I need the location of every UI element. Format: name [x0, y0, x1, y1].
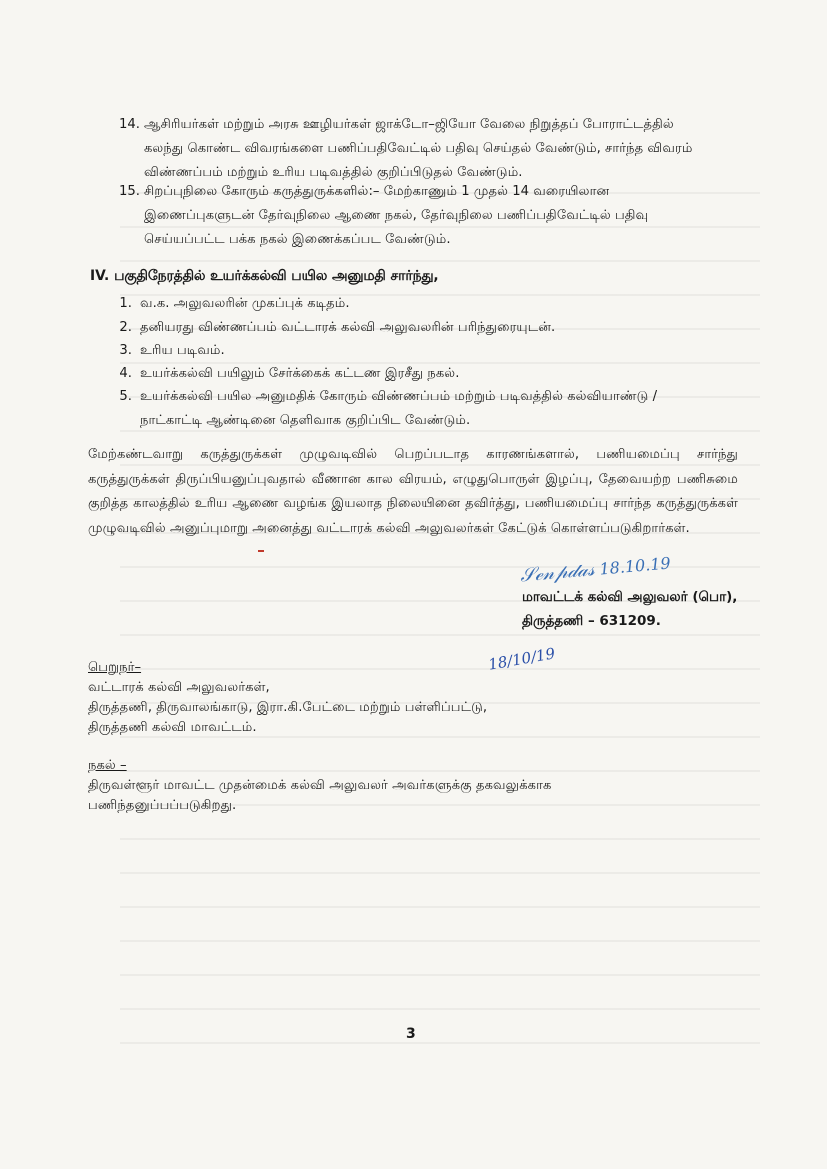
item-line: தனியரது விண்ணப்பம் வட்டாரக் கல்வி அலுவலரின் பரிந்துரையுடன். [140, 320, 556, 335]
handwritten-signature: 𝒮ℯ𝓃𝓅𝒹𝒶𝓈 18.10.19 [519, 553, 672, 587]
list-item-4 [104, 362, 744, 386]
item-number: 14. [119, 117, 140, 132]
recipients-block [88, 658, 487, 738]
section-heading: IV. பகுதிநேரத்தில் உயர்க்கல்வி பயில அனுமதி சார்ந்து, [90, 268, 439, 284]
red-mark [258, 550, 264, 552]
item-line: வ.க. அலுவலரின் முகப்புக் கடிதம். [140, 296, 350, 311]
item-line: உயர்க்கல்வி பயிலும் சேர்க்கைக் கட்டண இரசீது நகல். [140, 366, 460, 381]
item-line: செய்யப்பட்ட பக்க நகல் இணைக்கப்பட வேண்டும். [144, 232, 451, 247]
item-line: ஆசிரியர்கள் மற்றும் அரசு ஊழியர்கள் ஜாக்டோ–ஜியோ வேலை நிறுத்தப் போராட்டத்தில் [144, 117, 674, 132]
signature-block [522, 585, 737, 633]
copy-line: திருவள்ளூர் மாவட்ட முதன்மைக் கல்வி அலுவலர் அவர்களுக்கு தகவலுக்காக [88, 778, 552, 793]
signatory-place: திருத்தணி – 631209. [522, 613, 661, 629]
item-number: 3. [119, 343, 132, 358]
item-number: 15. [119, 184, 140, 199]
recipients-line: திருத்தணி கல்வி மாவட்டம். [88, 720, 257, 735]
item-line: உயர்க்கல்வி பயில அனுமதிக் கோரும் விண்ணப்பம் மற்றும் படிவத்தில் கல்வியாண்டு / [140, 389, 658, 404]
recipients-line: திருத்தணி, திருவாலங்காடு, இரா.கி.பேட்டை மற்றும் பள்ளிப்பட்டு, [88, 700, 488, 715]
signatory-designation: மாவட்டக் கல்வி அலுவலர் (பொ), [522, 589, 738, 605]
list-item-14 [112, 113, 752, 185]
recipients-line: வட்டாரக் கல்வி அலுவலர்கள், [88, 680, 270, 695]
list-item-1 [104, 292, 744, 316]
item-line: உரிய படிவம். [140, 343, 225, 358]
list-item-5 [104, 385, 744, 433]
handwritten-initials: 18/10/19 [486, 644, 557, 674]
item-line: விண்ணப்பம் மற்றும் உரிய படிவத்தில் குறிப்பிடுதல் வேண்டும். [144, 165, 523, 180]
list-item-15 [112, 180, 752, 252]
item-line: சிறப்புநிலை கோரும் கருத்துருக்களில்:– மேற்காணும் 1 முதல் 14 வரையிலான [144, 184, 610, 199]
item-number: 1. [119, 296, 132, 311]
item-number: 5. [119, 389, 132, 404]
item-number: 4. [119, 366, 132, 381]
closing-paragraph: மேற்கண்டவாறு கருத்துருக்கள் முழுவடிவில் பெறப்படாத காரணங்களால், பணியமைப்பு சார்ந்து கருத்துருக்கள் திருப்பியனுப்புவதால் வீணான கால விரயம், எழுதுபொருள் இழப்பு, தேவையற்ற பணிசுமை குறித்த காலத்தில் உரிய ஆணை வழங்க இயலாத நிலையினை தவிர்த்து, பணியமைப்பு சார்ந்த கருத்துருக்கள் முழுவடிவில் அனுப்புமாறு அனைத்து வட்டாரக் கல்வி அலுவலர்கள் கேட்டுக் கொள்ளப்படுகிறார்கள். [88, 447, 738, 536]
copy-line: பணிந்தனுப்பப்படுகிறது. [88, 798, 237, 813]
item-line: கலந்து கொண்ட விவரங்களை பணிப்பதிவேட்டில் பதிவு செய்தல் வேண்டும், சார்ந்த விவரம் [144, 141, 693, 156]
item-number: 2. [119, 320, 132, 335]
list-item-2 [104, 316, 744, 340]
copy-block [88, 756, 551, 816]
signature-date: 18.10.19 [598, 553, 672, 579]
recipients-label: பெறுநர்– [88, 660, 142, 675]
page-number: 3 [406, 1026, 416, 1042]
item-line: நாட்காட்டி ஆண்டினை தெளிவாக குறிப்பிட வேண்டும். [140, 413, 471, 428]
item-line: இணைப்புகளுடன் தேர்வுநிலை ஆணை நகல், தேர்வுநிலை பணிப்பதிவேட்டில் பதிவு [144, 208, 649, 223]
list-item-3 [104, 339, 744, 363]
copy-label: நகல் – [88, 758, 127, 773]
